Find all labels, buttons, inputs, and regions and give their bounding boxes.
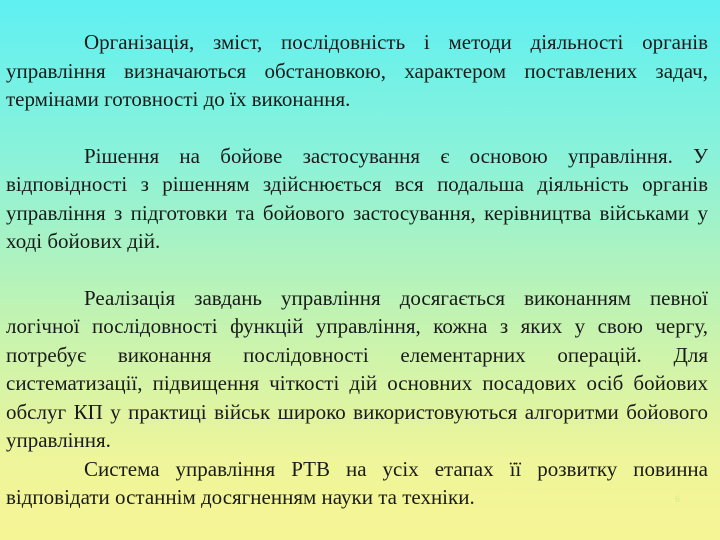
paragraph-gap (6, 256, 708, 284)
paragraph-decision: Рішення на бойове застосування є основою управління. У відповідності з рішенням здійснюється вся подальша діяльність органів управління з підготовки та бойового застосування, керівництва військами у ході бойових дій. (6, 143, 708, 253)
paragraph-system: Система управління РТВ на усіх етапах її розвитку повинна відповідати останнім досягненням науки та техніки. (6, 456, 708, 509)
paragraph-gap (6, 114, 708, 142)
page-number: 6 (674, 494, 680, 504)
paragraph-organization: Організація, зміст, послідовність і методи діяльності органів управління визначаються обстановкою, характером поставлених задач, термінами готовності до їх виконання. (6, 30, 708, 111)
paragraph-implementation: Реалізація завдань управління досягається виконанням певної логічної послідовності функцій управління, кожна з яких у свою чергу, потребує виконання послідовності елементарних операцій. Для систематизації, підвищення чіткості дій основних посадових осіб бойових обслуг КП у практиці військ широко використовуються алгоритми бойового управління. (6, 285, 708, 452)
